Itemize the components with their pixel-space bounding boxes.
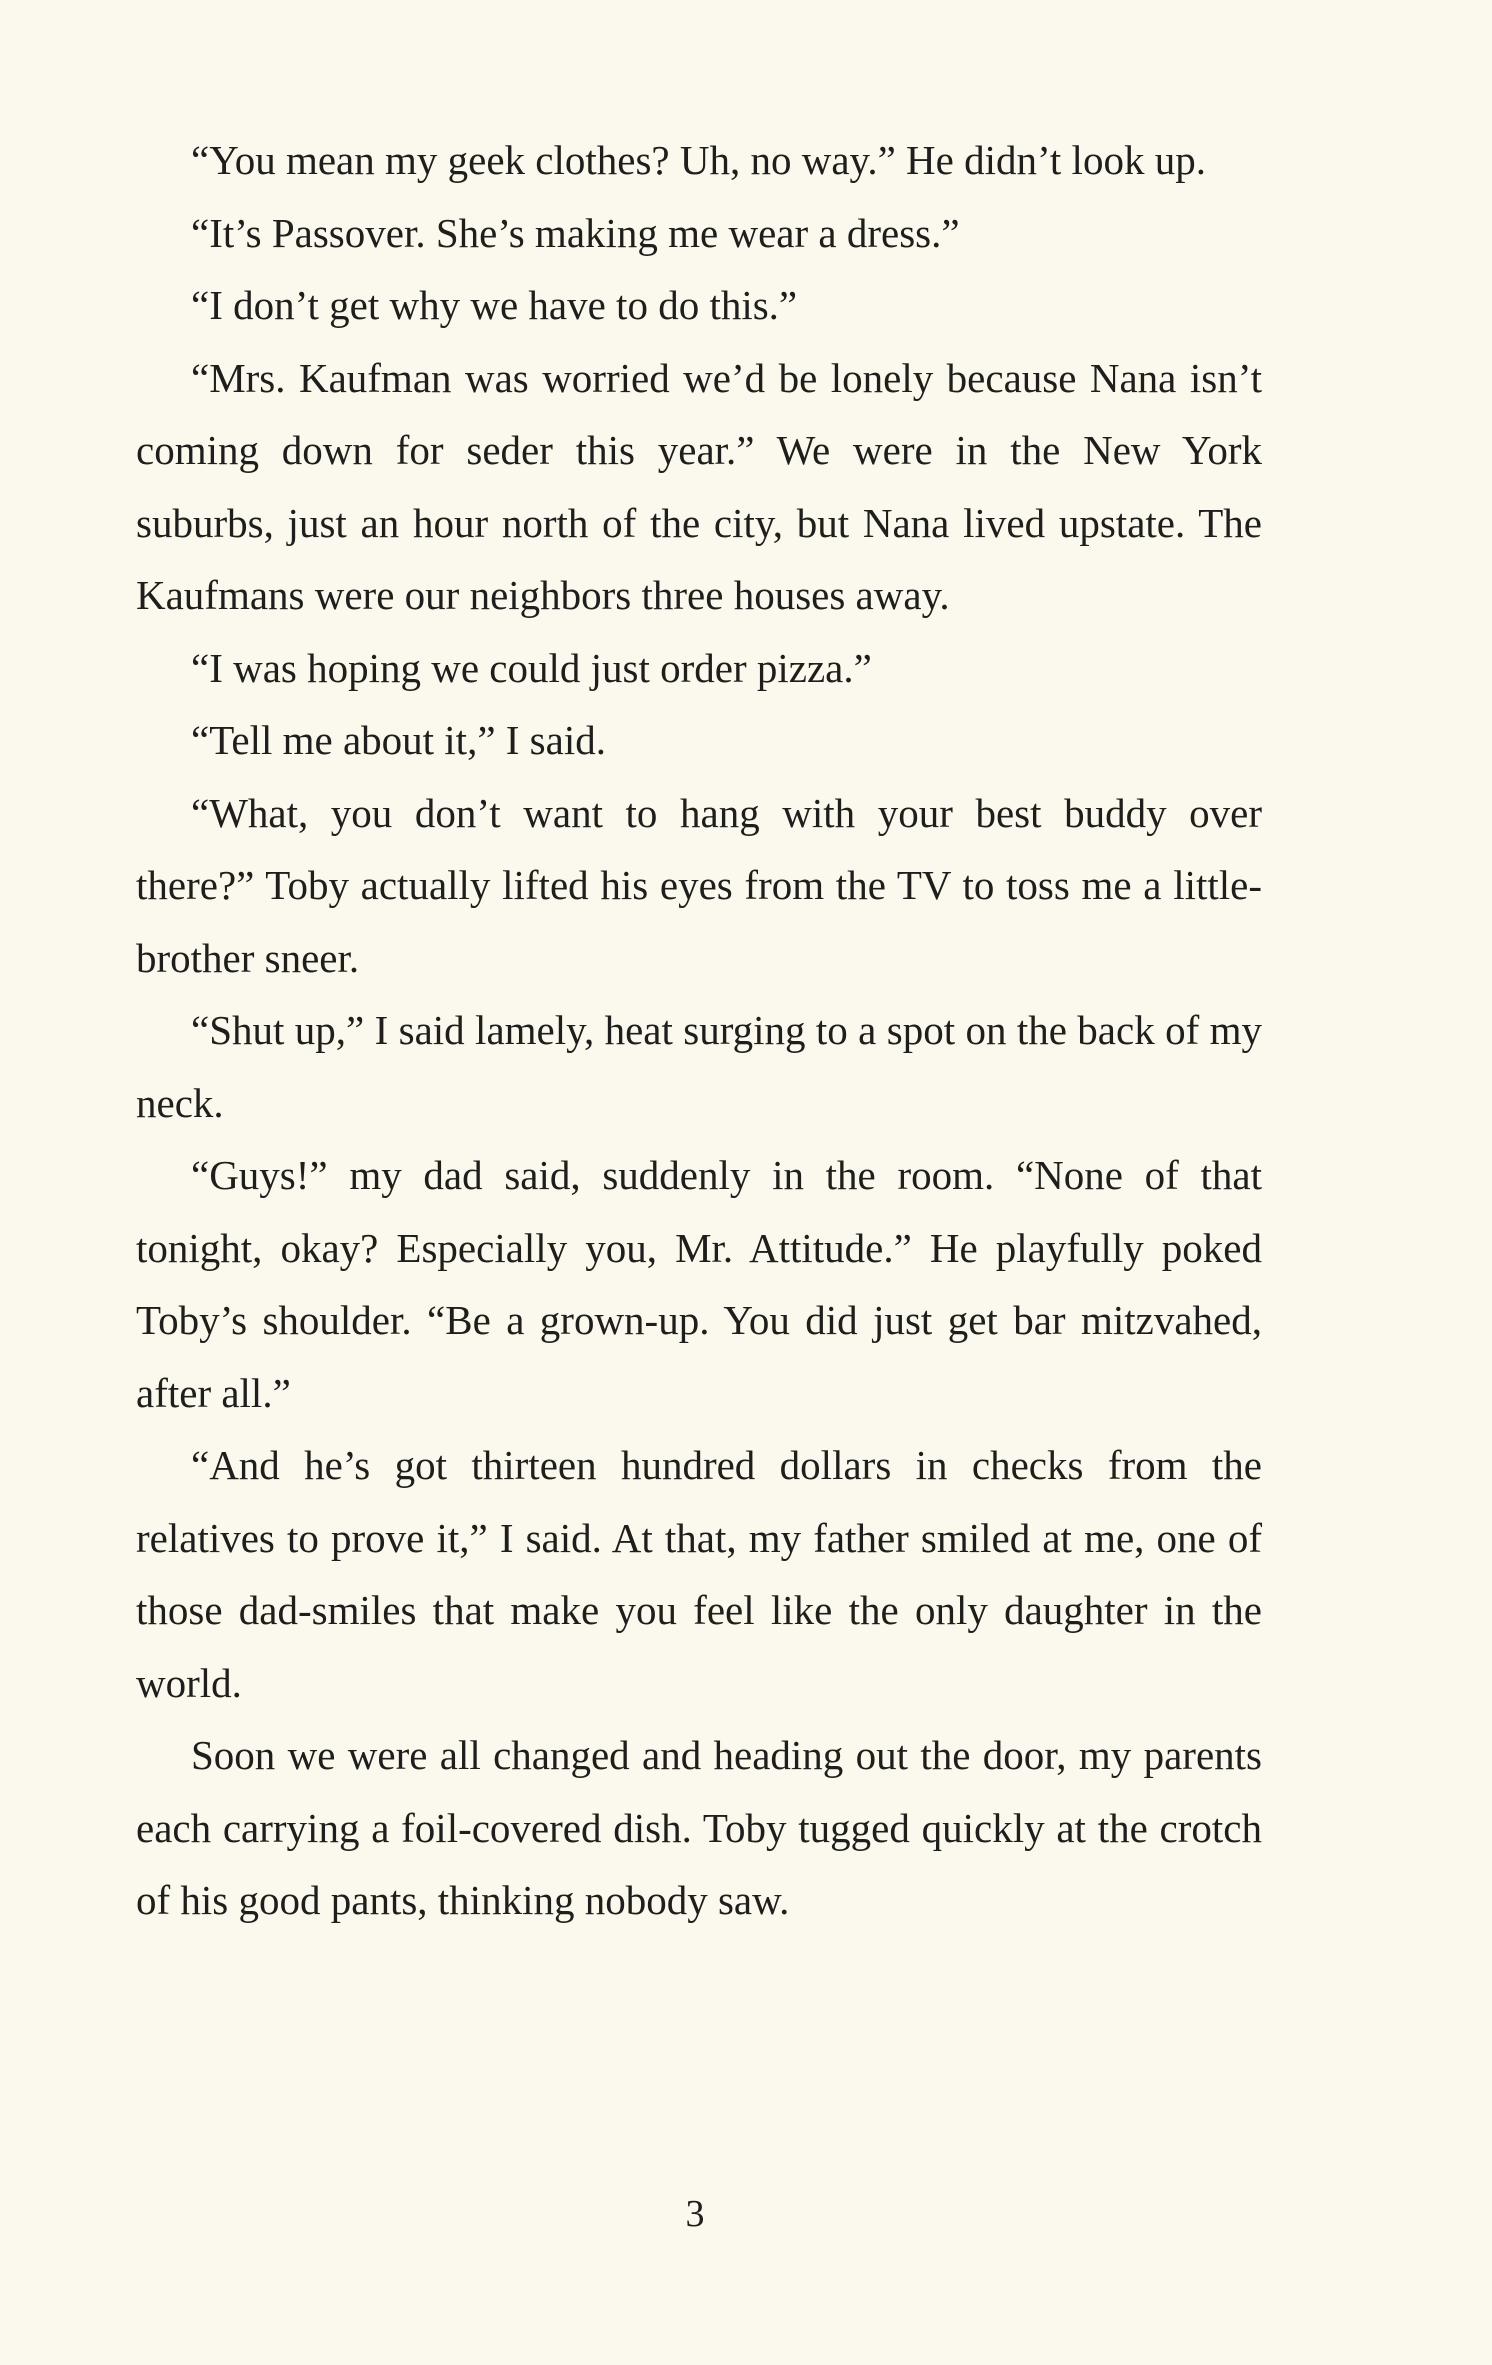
paragraph: “It’s Passover. She’s making me wear a dress.”: [191, 209, 960, 256]
paragraph: “Tell me about it,” I said.: [191, 717, 606, 763]
paragraph: “I was hoping we could just order pizza.”: [191, 644, 872, 691]
paragraph: Soon we were all changed and heading out the door, my parents each carrying a foil-covered dish. Toby tugged quickly at the crotch of his good pants, thinking nobody saw.: [136, 1732, 1262, 1923]
body-text: [136, 124, 1262, 1937]
paragraph: “Mrs. Kaufman was worried we’d be lonely because Nana isn’t coming down for seder this year.” We were in the New York suburbs, just an hour north of the city, but Nana lived upstate. The Kaufmans were our neighbors three houses away.: [136, 354, 1262, 618]
paragraph: “What, you don’t want to hang with your best buddy over there?” Toby actually lifted his eyes from the TV to toss me a little-brother sneer.: [136, 789, 1262, 981]
paragraph: “And he’s got thirteen hundred dollars in checks from the relatives to prove it,” I said. At that, my father smiled at me, one of those dad-smiles that make you feel like the only daughter in the world.: [136, 1442, 1262, 1706]
page-number: 3: [685, 2193, 705, 2235]
paragraph: “I don’t get why we have to do this.”: [191, 282, 798, 328]
paragraph: “You mean my geek clothes? Uh, no way.” He didn’t look up.: [191, 137, 1206, 183]
paragraph: “Guys!” my dad said, suddenly in the room. “None of that tonight, okay? Especially you, Mr. Attitude.” He playfully poked Toby’s shoulder. “Be a grown-up. You did just get bar mitzvahed, after all.”: [136, 1152, 1262, 1416]
paragraph: “Shut up,” I said lamely, heat surging to a spot on the back of my neck.: [136, 1007, 1262, 1126]
